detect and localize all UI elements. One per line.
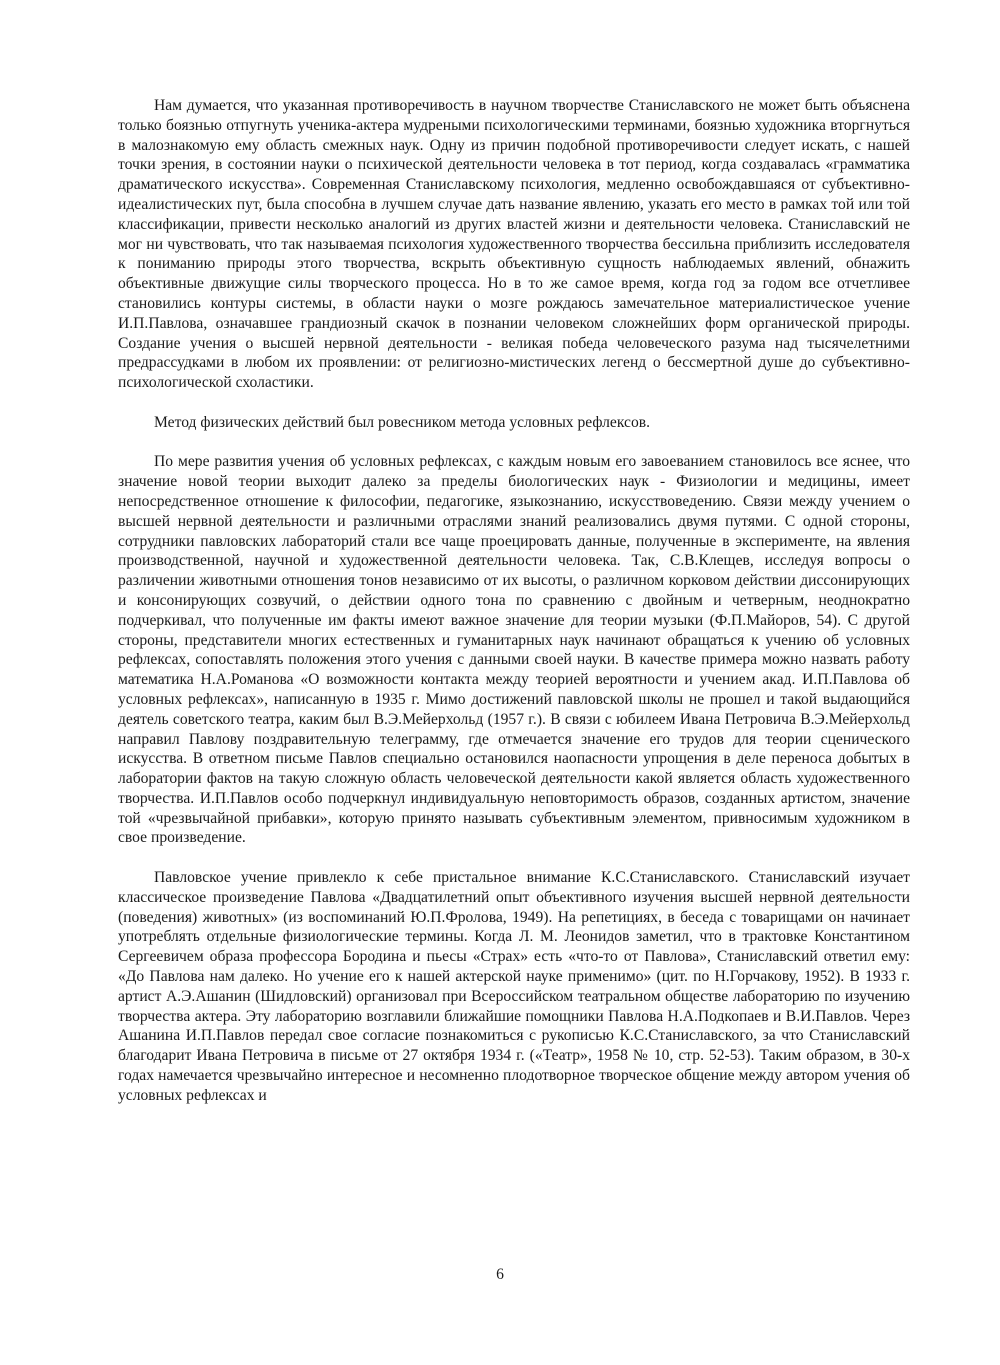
paragraph-pavlov-stanislavsky: Павловское учение привлекло к себе пристальное внимание К.С.Станиславского. Станиславский изучает классическое произведение Павлова «Двадцатилетний опыт объективного изучения высшей нервной деятельности (поведения) животных» (из воспоминаний Ю.П.Фролова, 1949). На репетициях, в беседа с товарищами он начинает употреблять отдельные физиологические термины. Когда Л. М. Леонидов заметил, что в трактовке Константином Сергеевичем образа профессора Бородина и пьесы «Страх» есть «что-то от Павлова», Станиславский ответил ему: «До Павлова нам далеко. Но учение его к нашей актерской науке применимо» (цит. по Н.Горчакову, 1952). В 1933 г. артист А.Э.Ашанин (Шидловский) организовал при Всероссийском театральном обществе лабораторию по изучению творчества актера. Эту лабораторию возглавили ближайшие помощники Павлова Н.А.Подкопаев и В.И.Павлов. Через Ашанина И.П.Павлов передал свое согласие познакомиться с рукописью К.С.Станиславского, за что Станиславский благодарит Ивана Петровича в письме от 27 октября 1934 г. («Театр», 1958 № 10, стр. 52-53). Таким образом, в 30-х годах намечается чрезвычайно интересное и несомненно плодотворное творческое общение между автором учения об условных рефлексах и (118, 869, 910, 1104)
body-text (118, 96, 910, 1106)
paragraph-method-physical-actions: Метод физических действий был ровесником метода условных рефлексов. (154, 413, 650, 431)
page-number: 6 (496, 1266, 504, 1283)
paragraph-psychology-contradiction: Нам думается, что указанная противоречивость в научном творчестве Станиславского не может быть объяснена только боязнью отпугнуть ученика-актера мудреными психологическими терминами, боязнью художника вторгнуться в малознакомую ему область смежных наук. Одну из причин подобной противоречивости следует искать, с нашей точки зрения, в состоянии науки о психической деятельности человека в тот период, когда создавалась «грамматика драматического искусства». Современная Станиславскому психология, медленно освобождавшаяся от субъективно-идеалистических пут, была способна в лучшем случае дать название явлению, указать его место в рамках той или той классификации, привести несколько аналогий из других властей жизни и деятельности человека. Станиславский не мог ни чувствовать, что так называемая психология художественного творчества бессильна приблизить исследователя к пониманию природы этого творчества, вскрыть объективную сущность наблюдаемых явлений, обнажить объективные движущие силы творческого процесса. Но в то же самое время, когда год за годом все отчетливее становились контуры системы, в области науки о мозге рождаюсь замечательное материалистическое учение И.П.Павлова, означавшее грандиозный скачок в познании человеком сложнейших форм органической природы. Создание учения о высшей нервной деятельности - великая победа человеческого разума над тысячелетними предрассудками в любом их проявлении: от религиозно-мистических легенд о бессмертной душе до субъективно-психологической схоластики. (118, 97, 910, 392)
paragraph-conditioned-reflexes: По мере развития учения об условных рефлексах, с каждым новым его завоеванием становилось все яснее, что значение новой теории выходит далеко за пределы биологических наук - Физиологии и медицины, имеет непосредственное отношение к философии, педагогике, языкознанию, искусствоведению. Связи между учением о высшей нервной деятельности и различными отраслями знаний реализовались двумя путями. С одной стороны, сотрудники павловских лабораторий стали все чаще проецировать данные, полученные в эксперименте, на явления производственной, научной и художественной деятельности человека. Так, С.В.Клещев, исследуя вопросы о различении животными отношения тонов независимо от их высоты, о различном корковом действии диссонирующих и консонирующих созвучий, о действии одного тона по сравнению с двойным и четверным, неоднократно подчеркивал, что полученные им факты имеют важное значение для теории музыки (Ф.П.Майоров, 54). С другой стороны, представители многих естественных и гуманитарных наук начинают обращаться к учению об условных рефлексах, сопоставлять положения этого учения с данными своей науки. В качестве примера можно назвать работу математика Н.А.Романова «О возможности контакта между теорией вероятности и учением акад. И.П.Павлова об условных рефлексах», написанную в 1935 г. Мимо достижений павловской школы не прошел и такой выдающийся деятель советского театра, каким был В.Э.Мейерхольд (1957 г.). В связи с юбилеем Ивана Петровича В.Э.Мейерхольд направил Павлову поздравительную телеграмму, где отмечается значение его трудов для теории сценического искусства. В ответном письме Павлов специально остановился наопасности упрощения в деле переноса добытых в лаборатории фактов на такую сложную область человеческой деятельности какой является область художественного творчества. И.П.Павлов особо подчеркнул индивидуальную неповторимость образов, созданных артистом, значение той «чрезвычайной прибавки», которую принято называть субъективным элементом, привносимым художником в свое произведение. (118, 453, 910, 847)
